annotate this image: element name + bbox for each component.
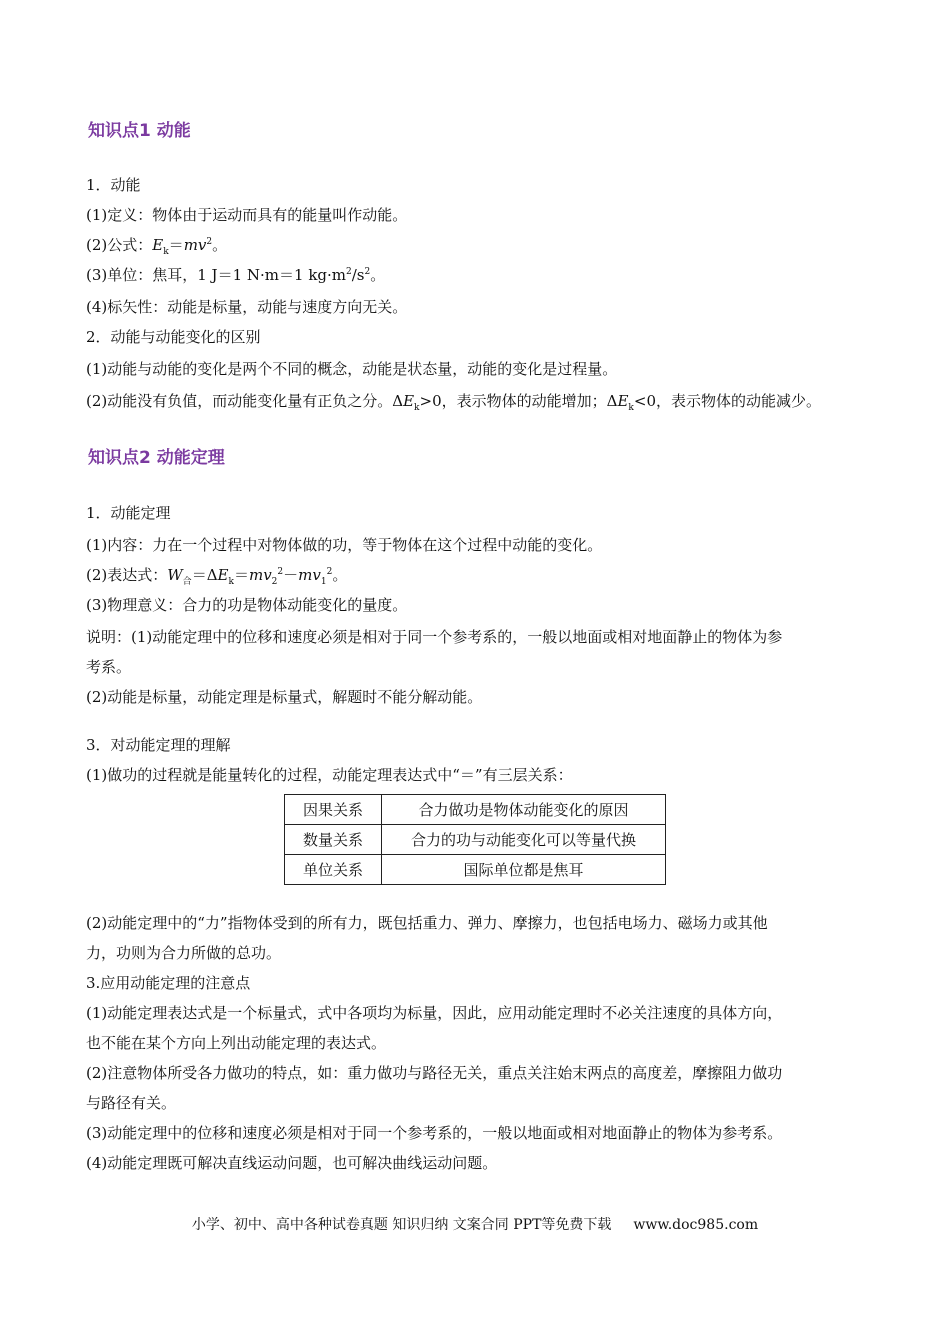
text-line: (1)动能定理表达式是一个标量式，式中各项均为标量，因此，应用动能定理时不必关注速度的具体方向， (86, 1004, 783, 1022)
table-cell: 合力做功是物体动能变化的原因 (382, 795, 666, 825)
text-line: (1)做功的过程就是能量转化的过程，动能定理表达式中“＝”有三层关系： (86, 766, 573, 784)
text-line: (2)动能是标量，动能定理是标量式，解题时不能分解动能。 (86, 688, 483, 706)
text-line: (2)注意物体所受各力做功的特点，如：重力做功与路径无关，重点关注始末两点的高度差，摩擦阻力做功 (86, 1064, 783, 1082)
text-line: 1．动能定理 (86, 504, 171, 522)
text-line: (2)动能没有负值，而动能变化量有正负之分。$\Delta E_k>0$，表示物体的动能增加；$\Delta E_k<0$，表示物体的动能减少。 (86, 392, 822, 413)
text-line: 力，功则为合力所做的总功。 (86, 944, 282, 962)
footer-url[interactable]: www.doc985.com (633, 1217, 759, 1233)
relation-table (284, 794, 666, 885)
text-line: (3)动能定理中的位移和速度必须是相对于同一个参考系的，一般以地面或相对地面静止的物体为参考系。 (86, 1124, 783, 1142)
text-line: 也不能在某个方向上列出动能定理的表达式。 (86, 1034, 387, 1052)
table-cell: 数量关系 (285, 825, 382, 855)
formula-line: (2)表达式：$W_合=\Delta E_k=mv_2^2-mv_1^2$。 (86, 566, 348, 587)
text-line: (1)动能与动能的变化是两个不同的概念，动能是状态量，动能的变化是过程量。 (86, 360, 618, 378)
table-cell: 因果关系 (285, 795, 382, 825)
table-row (285, 855, 666, 885)
text-line: (1)定义：物体由于运动而具有的能量叫作动能。 (86, 206, 408, 224)
footer-text: 小学、初中、高中各种试卷真题 知识归纳 文案合同 PPT等免费下载 (191, 1217, 612, 1233)
section-heading-work-energy-theorem: 知识点2 动能定理 (88, 448, 225, 468)
text-line: 与路径有关。 (86, 1094, 177, 1112)
text-line: 3.应用动能定理的注意点 (86, 974, 251, 992)
text-line: (4)标矢性：动能是标量，动能与速度方向无关。 (86, 298, 408, 316)
text-line: (1)内容：力在一个过程中对物体做的功，等于物体在这个过程中动能的变化。 (86, 536, 603, 554)
text-line: 考系。 (86, 658, 132, 676)
text-line: 2．动能与动能变化的区别 (86, 328, 261, 346)
table-cell: 单位关系 (285, 855, 382, 885)
section-heading-kinetic-energy: 知识点1 动能 (88, 121, 191, 141)
text-line: 说明：(1)动能定理中的位移和速度必须是相对于同一个参考系的，一般以地面或相对地面静止的物体为参 (86, 628, 783, 646)
formula-line: (2)公式：$E_k=mv^2$。 (86, 236, 228, 257)
text-line: 3．对动能定理的理解 (86, 736, 231, 754)
text-line: (4)动能定理既可解决直线运动问题，也可解决曲线运动问题。 (86, 1154, 498, 1172)
table-row (285, 795, 666, 825)
table-row (285, 825, 666, 855)
table-cell: 合力的功与动能变化可以等量代换 (382, 825, 666, 855)
page-footer (0, 1214, 950, 1234)
text-line: 1．动能 (86, 176, 141, 194)
text-line: (2)动能定理中的“力”指物体受到的所有力，既包括重力、弹力、摩擦力，也包括电场力、磁场力或其他 (86, 914, 768, 932)
table-cell: 国际单位都是焦耳 (382, 855, 666, 885)
unit-line: (3)单位：焦耳，1 J＝1 N·m＝1 $kg\cdot m^2/s^2$。 (86, 266, 386, 284)
text-line: (3)物理意义：合力的功是物体动能变化的量度。 (86, 596, 408, 614)
